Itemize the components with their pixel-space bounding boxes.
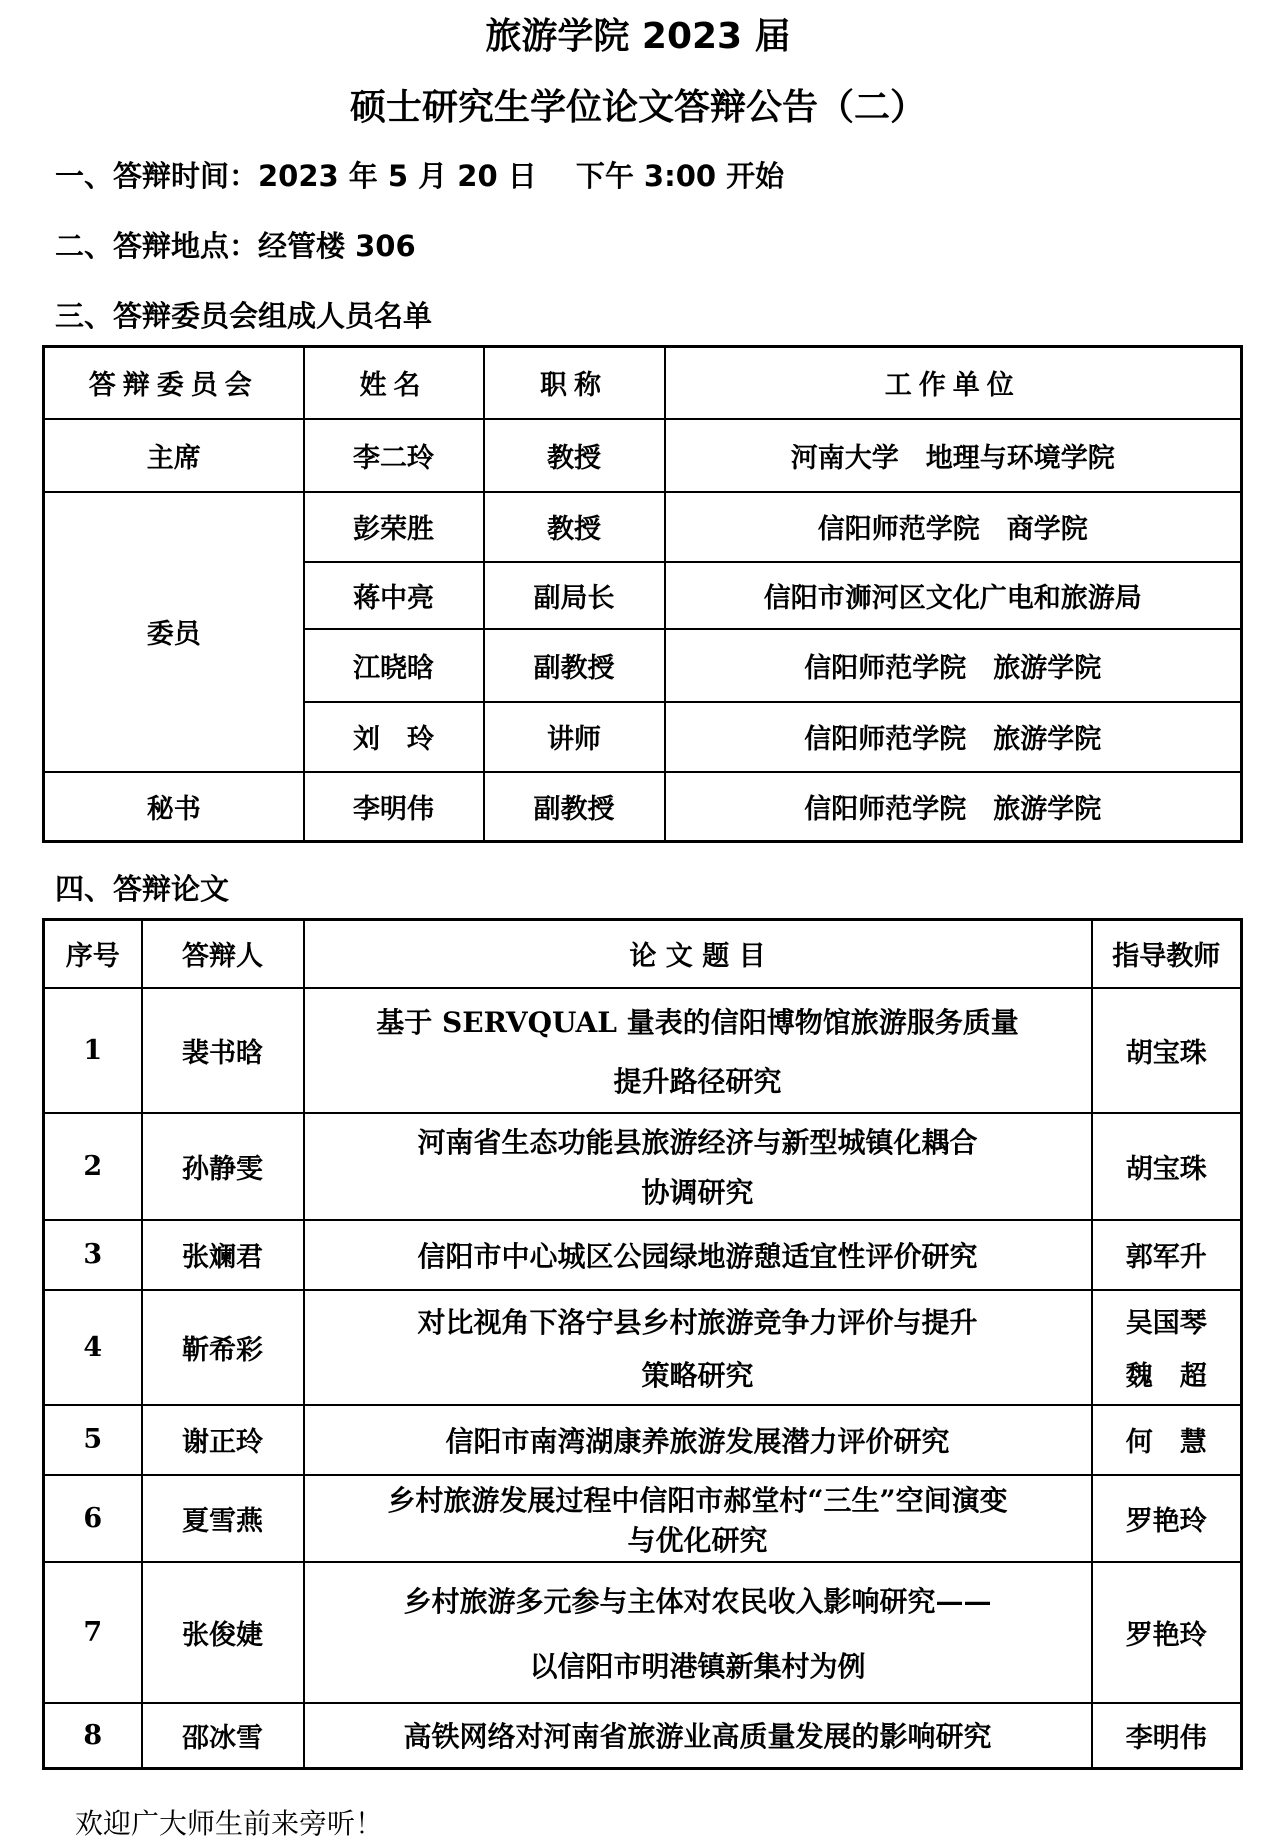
- thesis-cell-defender: 张斓君: [142, 1220, 304, 1290]
- committee-header-org: 工作单位: [665, 347, 1242, 419]
- thesis-cell-no: 4: [44, 1290, 142, 1405]
- thesis-cell-advisor: 罗艳玲: [1092, 1562, 1242, 1703]
- thesis-row: [44, 1113, 1242, 1220]
- thesis-row: [44, 988, 1242, 1113]
- committee-cell-role-members: 委员: [44, 492, 304, 772]
- thesis-cell-no: 8: [44, 1703, 142, 1769]
- committee-cell-title: 副教授: [484, 629, 665, 702]
- committee-row-chair: [44, 419, 1242, 492]
- committee-header-name: 姓名: [304, 347, 484, 419]
- thesis-cell-title: [304, 1562, 1092, 1703]
- thesis-header-no: 序号: [44, 920, 142, 988]
- thesis-header-title: 论 文 题 目: [304, 920, 1092, 988]
- committee-cell-org: 信阳师范学院 旅游学院: [665, 702, 1242, 772]
- thesis-title-line: 乡村旅游多元参与主体对农民收入影响研究——: [403, 1584, 992, 1618]
- thesis-cell-no: 1: [44, 988, 142, 1113]
- committee-cell-org: 信阳师范学院 旅游学院: [665, 629, 1242, 702]
- committee-cell-name: 李明伟: [304, 772, 484, 842]
- committee-cell-title: 教授: [484, 492, 665, 562]
- thesis-cell-defender: 夏雪燕: [142, 1475, 304, 1562]
- thesis-advisor-line: 魏 超: [1125, 1361, 1207, 1392]
- committee-header-row: [44, 347, 1242, 419]
- committee-cell-name: 刘 玲: [304, 702, 484, 772]
- thesis-cell-title: [304, 1220, 1092, 1290]
- thesis-cell-title: [304, 1475, 1092, 1562]
- committee-cell-role: 秘书: [44, 772, 304, 842]
- thesis-title-line: 提升路径研究: [613, 1064, 782, 1098]
- thesis-cell-title: [304, 1405, 1092, 1475]
- thesis-header-advisor: 指导教师: [1092, 920, 1242, 988]
- thesis-cell-no: 2: [44, 1113, 142, 1220]
- thesis-cell-defender: 孙静雯: [142, 1113, 304, 1220]
- thesis-title-line: 河南省生态功能县旅游经济与新型城镇化耦合: [417, 1126, 978, 1159]
- committee-cell-name: 蒋中亮: [304, 562, 484, 629]
- thesis-advisor-line: 吴国琴: [1125, 1308, 1207, 1339]
- document-title-line2: 硕士研究生学位论文答辩公告（二）: [349, 87, 926, 128]
- thesis-title-line: 以信阳市明港镇新集村为例: [529, 1649, 866, 1683]
- committee-cell-name: 李二玲: [304, 419, 484, 492]
- thesis-cell-defender: 靳希彩: [142, 1290, 304, 1405]
- thesis-row: [44, 1475, 1242, 1562]
- section-defense-location: 二、答辩地点：经管楼 306: [55, 229, 416, 263]
- document-title-line1: 旅游学院 2023 届: [485, 16, 791, 57]
- committee-cell-title: 讲师: [484, 702, 665, 772]
- thesis-cell-no: 3: [44, 1220, 142, 1290]
- committee-row-secretary: [44, 772, 1242, 842]
- thesis-cell-title: [304, 1113, 1092, 1220]
- committee-cell-title: 副局长: [484, 562, 665, 629]
- thesis-table: [42, 918, 1243, 1770]
- committee-header-title: 职称: [484, 347, 665, 419]
- thesis-title-line: 协调研究: [641, 1176, 754, 1209]
- thesis-cell-no: 5: [44, 1405, 142, 1475]
- thesis-title-line: 对比视角下洛宁县乡村旅游竞争力评价与提升: [417, 1305, 978, 1339]
- thesis-header-defender: 答辩人: [142, 920, 304, 988]
- thesis-title-line: 信阳市中心城区公园绿地游憩适宜性评价研究: [417, 1239, 978, 1273]
- committee-row-member: [44, 492, 1242, 562]
- thesis-cell-advisor: 罗艳玲: [1092, 1475, 1242, 1562]
- thesis-row: [44, 1220, 1242, 1290]
- thesis-cell-advisor: 胡宝珠: [1092, 1113, 1242, 1220]
- thesis-row: [44, 1703, 1242, 1769]
- section-thesis-heading: 四、答辩论文: [55, 872, 230, 906]
- thesis-cell-no: 7: [44, 1562, 142, 1703]
- thesis-title-line: 乡村旅游发展过程中信阳市郝堂村“三生”空间演变: [387, 1484, 1008, 1517]
- section-defense-time: 一、答辩时间：2023 年 5 月 20 日 下午 3:00 开始: [55, 159, 785, 193]
- thesis-row: [44, 1562, 1242, 1703]
- thesis-row: [44, 1405, 1242, 1475]
- committee-cell-name: 彭荣胜: [304, 492, 484, 562]
- committee-cell-org: 信阳师范学院 商学院: [665, 492, 1242, 562]
- committee-table: [42, 345, 1243, 843]
- thesis-header-row: [44, 920, 1242, 988]
- thesis-title-line: 策略研究: [641, 1358, 754, 1392]
- section-committee-heading: 三、答辩委员会组成人员名单: [55, 299, 433, 333]
- closing-note: 欢迎广大师生前来旁听！: [75, 1807, 384, 1840]
- thesis-cell-defender: 邵冰雪: [142, 1703, 304, 1769]
- thesis-title-line: 基于 SERVQUAL 量表的信阳博物馆旅游服务质量: [376, 1005, 1019, 1039]
- thesis-cell-defender: 张俊婕: [142, 1562, 304, 1703]
- committee-cell-org: 信阳市浉河区文化广电和旅游局: [665, 562, 1242, 629]
- thesis-cell-advisor: 郭军升: [1092, 1220, 1242, 1290]
- thesis-cell-no: 6: [44, 1475, 142, 1562]
- thesis-cell-advisor: 何 慧: [1092, 1405, 1242, 1475]
- thesis-title-line: 高铁网络对河南省旅游业高质量发展的影响研究: [403, 1720, 992, 1754]
- thesis-cell-defender: 裴书晗: [142, 988, 304, 1113]
- thesis-cell-title: [304, 1290, 1092, 1405]
- thesis-title-line: 与优化研究: [627, 1524, 768, 1557]
- committee-cell-org: 河南大学 地理与环境学院: [665, 419, 1242, 492]
- committee-header-role: 答辩委员会: [44, 347, 304, 419]
- committee-cell-name: 江晓晗: [304, 629, 484, 702]
- thesis-cell-advisor: [1092, 1290, 1242, 1405]
- thesis-title-line: 信阳市南湾湖康养旅游发展潜力评价研究: [445, 1424, 950, 1458]
- committee-cell-title: 教授: [484, 419, 665, 492]
- thesis-cell-defender: 谢正玲: [142, 1405, 304, 1475]
- committee-cell-role: 主席: [44, 419, 304, 492]
- committee-cell-org: 信阳师范学院 旅游学院: [665, 772, 1242, 842]
- thesis-cell-advisor: 胡宝珠: [1092, 988, 1242, 1113]
- thesis-cell-advisor: 李明伟: [1092, 1703, 1242, 1769]
- thesis-row: [44, 1290, 1242, 1405]
- thesis-cell-title: [304, 1703, 1092, 1769]
- committee-cell-title: 副教授: [484, 772, 665, 842]
- thesis-cell-title: [304, 988, 1092, 1113]
